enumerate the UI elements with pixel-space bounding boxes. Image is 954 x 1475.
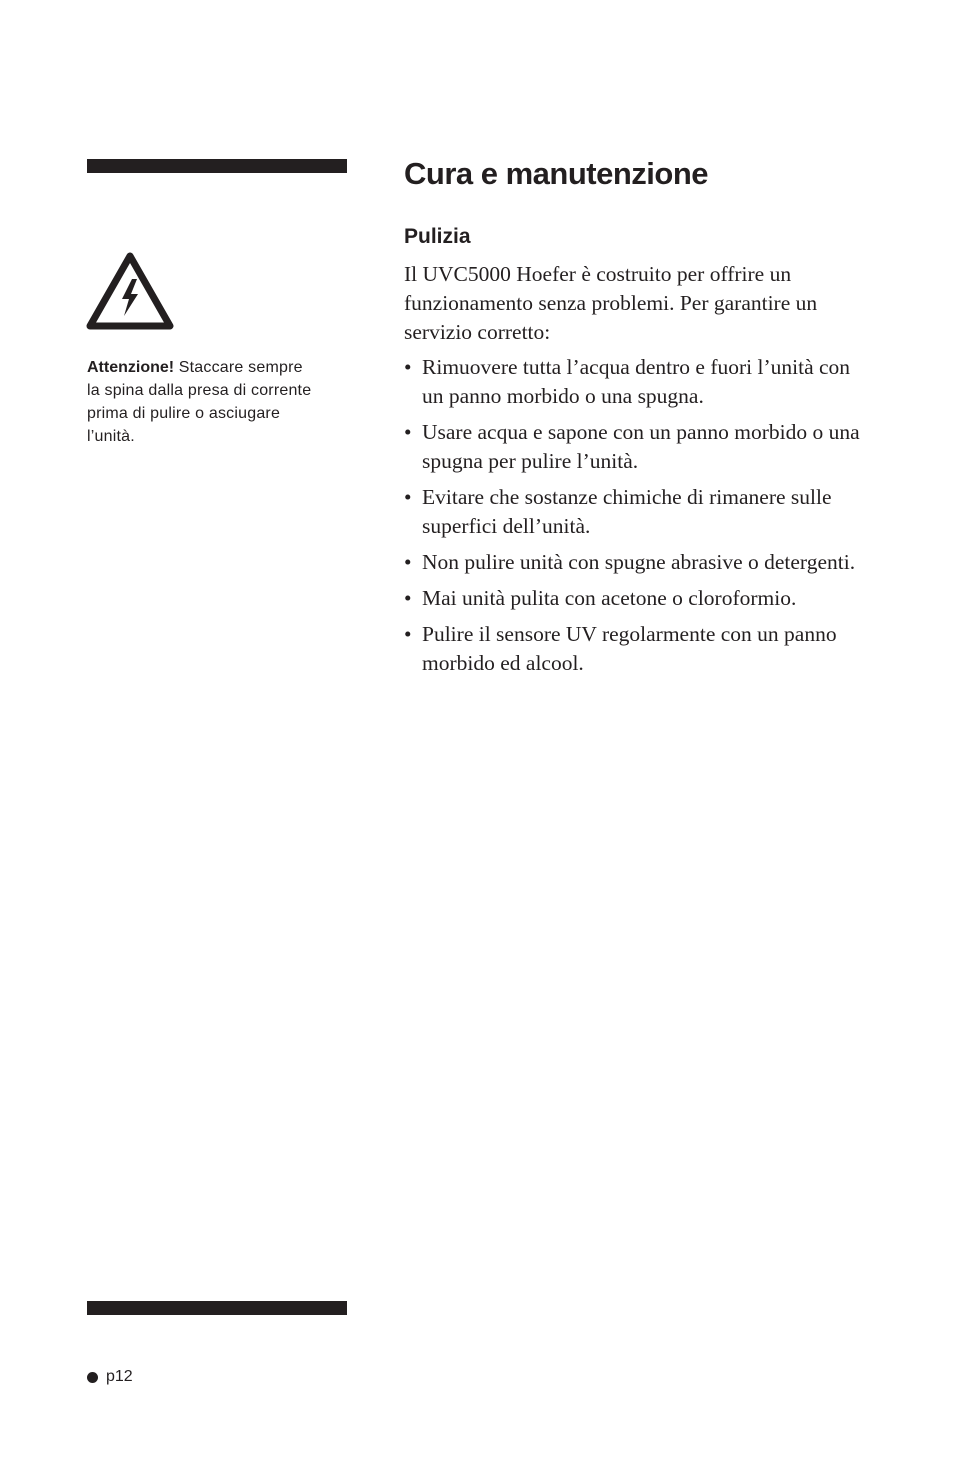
high-voltage-warning-icon bbox=[86, 252, 174, 330]
bullet-icon: • bbox=[404, 420, 412, 444]
page-number: p12 bbox=[106, 1368, 133, 1385]
list-item bbox=[404, 483, 874, 541]
list-item bbox=[404, 584, 874, 613]
list-item bbox=[404, 353, 874, 411]
list-item bbox=[404, 620, 874, 678]
list-item-text: Mai unità pulita con acetone o cloroformio. bbox=[422, 586, 797, 610]
list-item bbox=[404, 418, 874, 476]
warning-note-line: la spina dalla presa di corrente bbox=[87, 382, 312, 399]
warning-note-line: Staccare sempre bbox=[174, 359, 303, 376]
list-item bbox=[404, 548, 874, 577]
page-marker-icon bbox=[87, 1372, 98, 1383]
warning-note-line: prima di pulire o asciugare bbox=[87, 405, 281, 422]
list-item-text: Evitare che sostanze chimiche di rimanere sulle superfici dell’unità. bbox=[422, 485, 832, 538]
warning-note-lead: Attenzione! bbox=[87, 359, 175, 376]
main-content bbox=[404, 260, 874, 685]
section-title: Pulizia bbox=[404, 225, 471, 248]
list-item-text: Pulire il sensore UV regolarmente con un panno morbido ed alcool. bbox=[422, 622, 837, 675]
top-rule bbox=[87, 159, 347, 173]
list-item-text: Non pulire unità con spugne abrasive o detergenti. bbox=[422, 550, 856, 574]
list-item-text: Rimuovere tutta l’acqua dentro e fuori l’unità con un panno morbido o una spugna. bbox=[422, 355, 851, 408]
intro-paragraph: Il UVC5000 Hoefer è costruito per offrire un funzionamento senza problemi. Per garantire un servizio corretto: bbox=[404, 262, 818, 344]
list-item-text: Usare acqua e sapone con un panno morbido o una spugna per pulire l’unità. bbox=[422, 420, 860, 473]
bullet-icon: • bbox=[404, 355, 412, 379]
cleaning-instructions-list bbox=[404, 353, 874, 678]
bottom-rule bbox=[87, 1301, 347, 1315]
page-title: Cura e manutenzione bbox=[404, 156, 708, 191]
warning-note-line: l’unità. bbox=[87, 428, 135, 445]
bullet-icon: • bbox=[404, 586, 412, 610]
page-footer bbox=[87, 1366, 133, 1388]
warning-note bbox=[87, 356, 352, 448]
bullet-icon: • bbox=[404, 485, 412, 509]
bullet-icon: • bbox=[404, 622, 412, 646]
bullet-icon: • bbox=[404, 550, 412, 574]
